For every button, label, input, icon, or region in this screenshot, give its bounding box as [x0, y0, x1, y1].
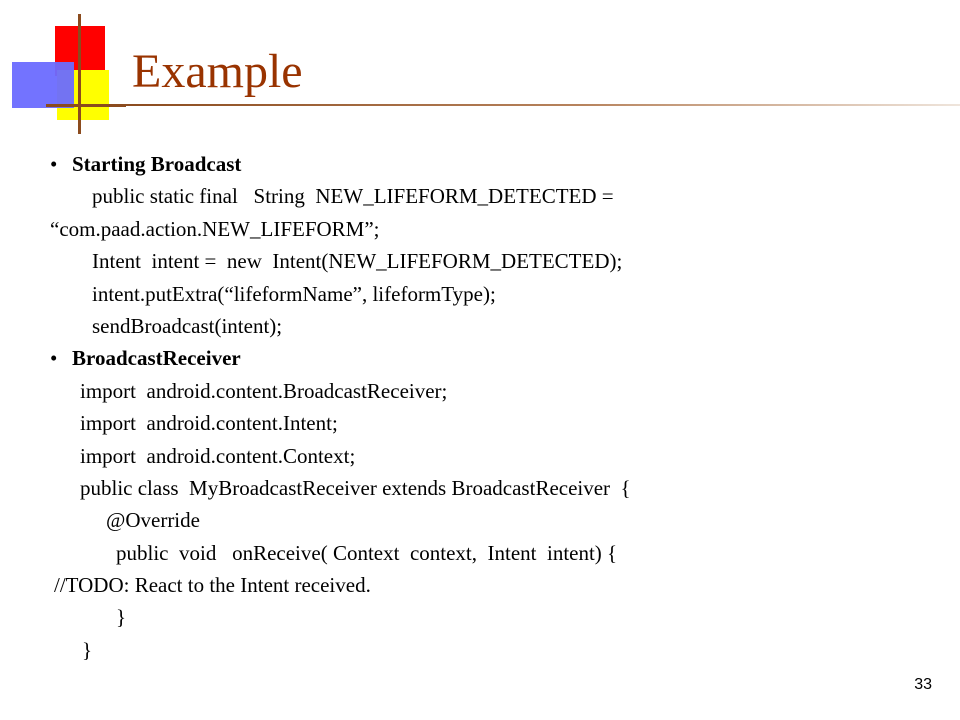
bullet-starting-broadcast	[0, 148, 960, 180]
title-underline-rule	[120, 104, 960, 106]
code-line: public class MyBroadcastReceiver extends BroadcastReceiver {	[80, 475, 631, 500]
logo-horizontal-line	[46, 104, 126, 107]
page-number: 33	[914, 676, 932, 693]
code-line: intent.putExtra(“lifeformName”, lifeformType);	[92, 281, 496, 306]
code-line: sendBroadcast(intent);	[92, 313, 283, 338]
code-line: public static final String NEW_LIFEFORM_DETECTED =	[92, 184, 614, 209]
code-line: public void onReceive( Context context, Intent intent) {	[116, 540, 618, 565]
code-line: //TODO: React to the Intent received.	[54, 573, 371, 598]
logo-vertical-line	[78, 14, 81, 134]
bullet-heading: BroadcastReceiver	[72, 346, 241, 371]
bullet-heading: Starting Broadcast	[72, 152, 242, 176]
code-line: “com.paad.action.NEW_LIFEFORM”;	[50, 216, 380, 241]
slide-content	[0, 148, 960, 666]
code-line: Intent intent = new Intent(NEW_LIFEFORM_DETECTED);	[92, 249, 623, 274]
code-line: }	[116, 605, 127, 630]
code-line: import android.content.Context;	[80, 443, 356, 468]
code-line: import android.content.BroadcastReceiver;	[80, 378, 448, 403]
code-line: import android.content.Intent;	[80, 411, 338, 436]
logo-blue-square	[12, 62, 74, 108]
bullet-broadcast-receiver	[0, 342, 960, 374]
code-line: @Override	[106, 508, 200, 533]
bullet-marker: •	[50, 346, 58, 371]
bullet-marker: •	[50, 152, 58, 176]
slide-title: Example	[132, 45, 303, 98]
code-line: }	[82, 637, 93, 662]
